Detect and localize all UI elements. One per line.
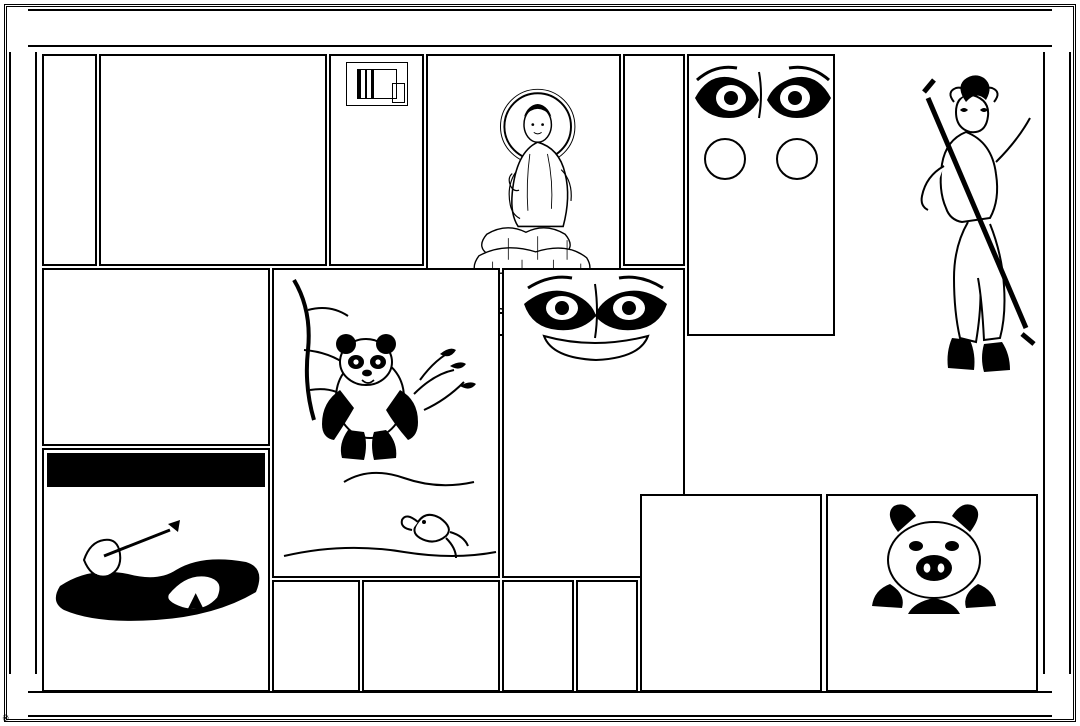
yangzhi-title-panel <box>623 54 685 266</box>
stamp-icon <box>346 62 408 106</box>
tema-panel <box>687 54 835 336</box>
chuyao-panel <box>42 268 270 446</box>
tianpeng-panel <box>826 494 1038 692</box>
monkey-king-figure-icon <box>908 58 1038 388</box>
tema-animal <box>704 138 746 180</box>
provide-panel <box>42 54 97 266</box>
analysis-panel <box>362 580 500 692</box>
forum-title-panel <box>329 54 424 266</box>
youhao-panel <box>502 580 574 692</box>
fiery-eyes-icon <box>689 58 833 136</box>
houte-panel <box>640 494 822 692</box>
content-grid <box>42 54 1038 686</box>
corner-mark: ※ <box>2 714 10 724</box>
number-grid-panel <box>576 580 638 692</box>
mask-icon <box>504 274 683 366</box>
hou-panel <box>272 580 360 692</box>
dianshi-band-title <box>47 453 265 487</box>
dianshi-illustration <box>44 490 268 658</box>
panda-illustration-panel <box>272 268 500 578</box>
panda-figure-icon <box>274 270 500 578</box>
svg-text:▲: ▲ <box>188 587 204 611</box>
bottom-banner <box>28 691 1052 717</box>
pig-figure-icon <box>828 498 1036 616</box>
dianshi-panel <box>42 448 270 692</box>
commentary-panel <box>99 54 327 266</box>
stamp-label <box>392 83 405 103</box>
left-rail <box>9 52 37 674</box>
top-banner <box>28 9 1052 47</box>
tema-animal <box>776 138 818 180</box>
right-rail <box>1043 52 1071 674</box>
